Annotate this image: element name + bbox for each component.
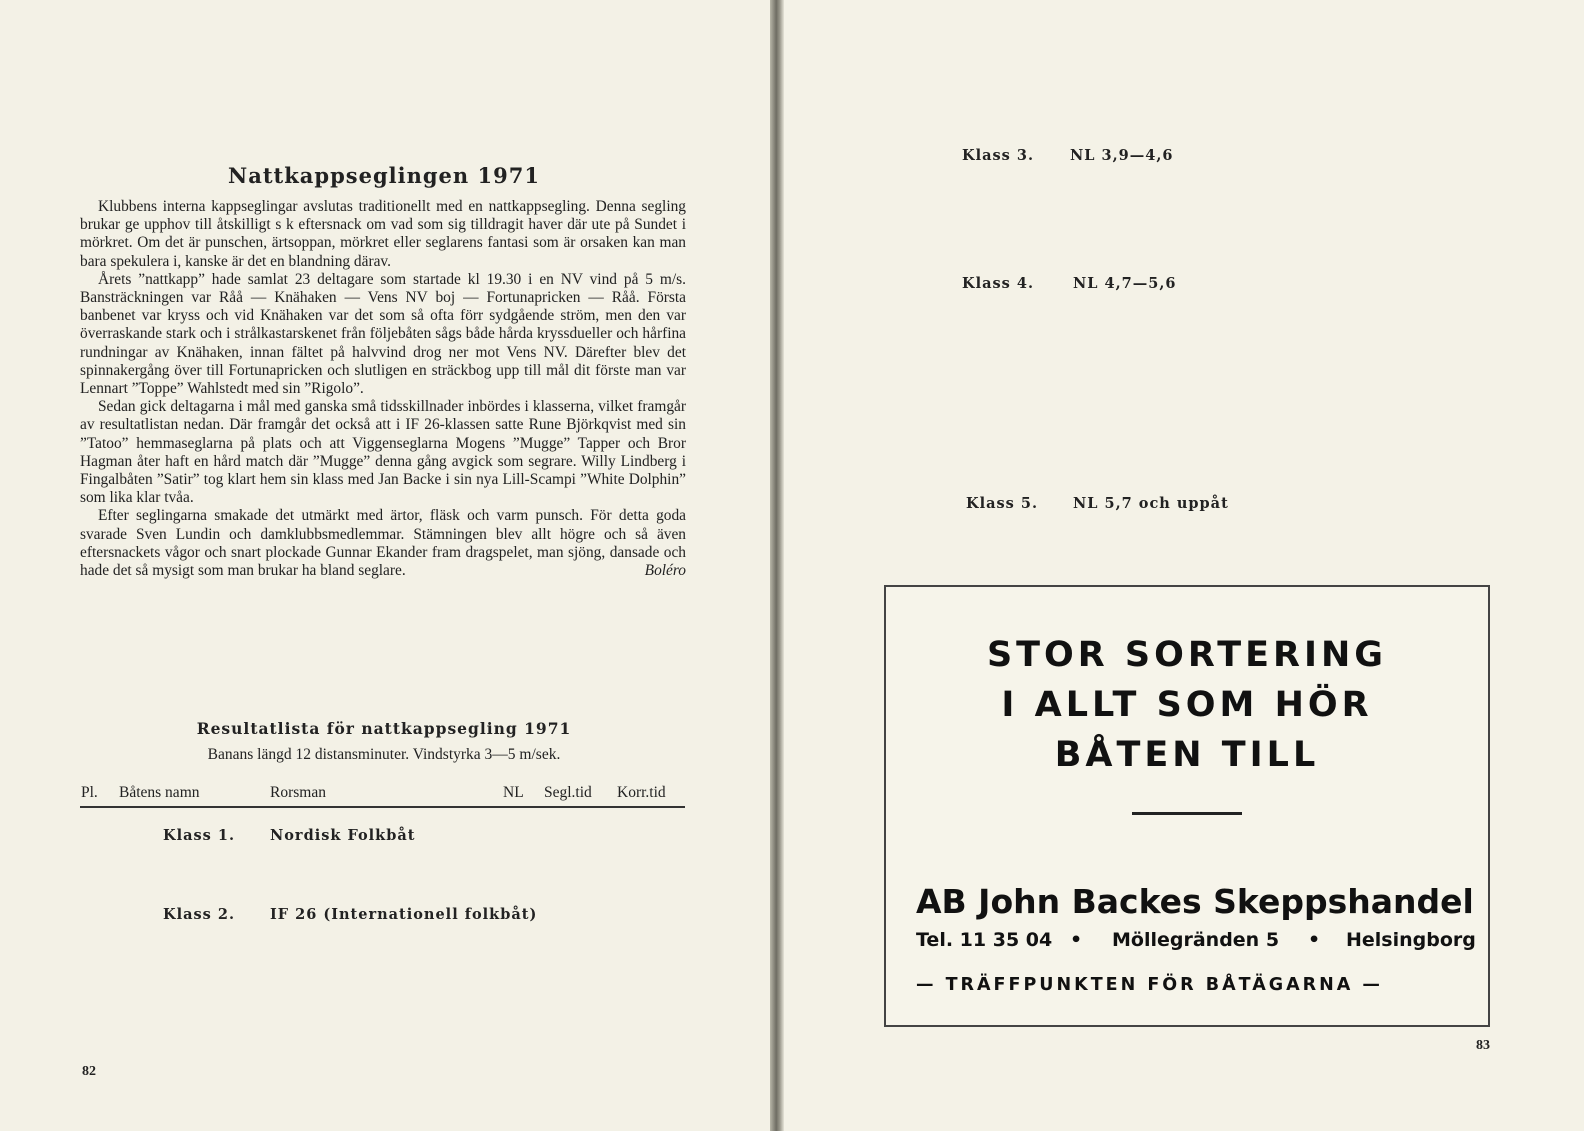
class-number: Klass 4. xyxy=(962,275,1035,292)
column-header-place: Pl. xyxy=(81,784,98,801)
page-number-right: 83 xyxy=(1476,1038,1490,1053)
ad-telephone: Tel. 11 35 04 xyxy=(916,929,1053,951)
class-heading xyxy=(163,827,416,844)
class-heading xyxy=(962,147,1174,164)
ad-divider xyxy=(1132,812,1242,815)
article-paragraph: Årets ”nattkapp” hade samlat 23 deltagare som startade kl 19.30 i en NV vind på 5 m/s. Bansträckningen var Råå — Knähaken — Vens NV boj — Fortunapricken — Råå. Första banbenet var kryss och vid Knähaken var det som så ofta förr sydgående ström, men den var överraskande stark och i strålkastarskenet från följebåten sågs både hårda kryssdueller och hårfina rundningar av Knähaken, innan fältet på halvvind drog ner mot Vens NV. Därefter blev det spinnakergång över till Fortunapricken och slutligen en sträckbog upp till mål dit förste man var Lennart ”Toppe” Wahlstedt med sin ”Rigolo”. xyxy=(80,270,686,398)
ad-bullet: • xyxy=(1308,929,1321,951)
class-number: Klass 5. xyxy=(966,495,1039,512)
article-title: Nattkappseglingen 1971 xyxy=(228,163,540,188)
class-name: NL 3,9—4,6 xyxy=(1070,147,1174,164)
article-paragraph-text: Efter seglingarna smakade det utmärkt med ärtor, fläsk och varm punsch. För detta goda svarade Sven Lundin och damklubbsmedlemmar. Stämningen blev allt högre och så även eftersnackets vågor och snart plockade Gunnar Ekander fram dragspelet, man sjöng, dansade och hade det så mysigt som man brukar ha bland seglare. xyxy=(80,507,686,580)
column-header-corrected-time: Korr.tid xyxy=(617,784,666,801)
article-body xyxy=(80,198,686,580)
header-rule xyxy=(80,806,685,808)
class-heading xyxy=(962,275,1177,292)
ad-bullet: • xyxy=(1070,929,1083,951)
ad-city: Helsingborg xyxy=(1346,929,1476,951)
book-spine xyxy=(770,0,784,1131)
advertisement xyxy=(884,585,1490,1027)
column-header-nl: NL xyxy=(503,784,524,801)
column-header-boat: Båtens namn xyxy=(119,784,200,801)
class-heading xyxy=(966,495,1229,512)
ad-company-name: AB John Backes Skeppshandel xyxy=(916,882,1474,921)
ad-slogan: — TRÄFFPUNKTEN FÖR BÅTÄGARNA — xyxy=(916,975,1383,995)
article-paragraph: Klubbens interna kappseglingar avslutas traditionellt med en nattkappsegling. Denna segling brukar ge upphov till åtskilligt s k eftersnack om vad som sig tilldragit haver där ute på Sundet i mörkret. Om det är punschen, ärtsoppan, mörkret eller seglarens fantasi som är orsaken kan man bara spekulera i, kanske är det en blandning därav. xyxy=(80,198,686,270)
column-header-sailing-time: Segl.tid xyxy=(544,784,592,801)
article-signature: Boléro xyxy=(644,562,686,580)
class-name: NL 5,7 och uppåt xyxy=(1073,495,1229,512)
class-name: Nordisk Folkbåt xyxy=(270,827,416,844)
article-paragraph xyxy=(80,507,686,580)
results-title: Resultatlista för nattkappsegling 1971 xyxy=(196,719,572,738)
class-name: NL 4,7—5,6 xyxy=(1073,275,1177,292)
ad-headline-1: STOR SORTERING xyxy=(986,635,1388,675)
class-heading xyxy=(163,906,538,923)
column-header-skipper: Rorsman xyxy=(270,784,326,801)
ad-headline-2: I ALLT SOM HÖR xyxy=(1001,685,1373,725)
class-number: Klass 3. xyxy=(962,147,1035,164)
class-number: Klass 1. xyxy=(163,827,236,844)
ad-address: Möllegränden 5 xyxy=(1112,929,1280,951)
class-name: IF 26 (Internationell folkbåt) xyxy=(270,906,538,923)
article-paragraph: Sedan gick deltagarna i mål med ganska små tidsskillnader inbördes i klasserna, vilket framgår av resultatlistan nedan. Där framgår det också att i IF 26-klassen satte Rune Björkqvist med sin ”Tatoo” hemmaseglarna på plats och att Viggenseglarna Mogens ”Mugge” Tapper och Bror Hagman åter haft en hård match där ”Mugge” denna gång avgick som segrare. Willy Lindberg i Fingalbåten ”Satir” tog klart hem sin klass med Jan Backe i sin nya Lill-Scampi ”White Dolphin” som lika klar tvåa. xyxy=(80,398,686,507)
results-subtitle: Banans längd 12 distansminuter. Vindstyrka 3—5 m/sek. xyxy=(207,746,561,763)
ad-headline-3: BÅTEN TILL xyxy=(1054,735,1320,775)
class-number: Klass 2. xyxy=(163,906,236,923)
page-number-left: 82 xyxy=(82,1064,96,1079)
